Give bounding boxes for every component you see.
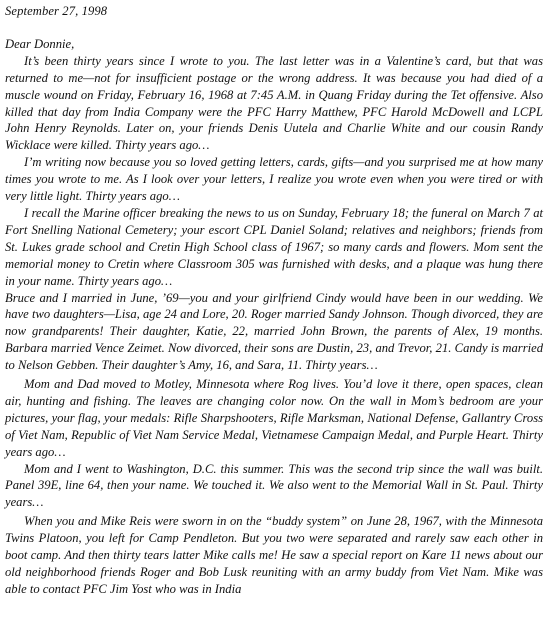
letter-paragraph-1: It’s been thirty years since I wrote to you. The last letter was in a Valentine’s card, but that was returned to me—not for insufficient postage or the wrong address. It was because you had died of a muscle wound on Friday, February 16, 1968 at 7:45 A.M. in Quang Friday during the Tet offensive. Also killed that day from India Company were the PFC Harry Matthew, PFC Harold McDowell and LCPL John Henry Reynolds. Later on, your friends Denis Uutela and Charlie White and our cousin Randy Wicklace were killed. Thirty years ago…: [5, 53, 543, 153]
letter-salutation: Dear Donnie,: [5, 36, 75, 51]
letter-paragraph-4: Bruce and I married in June, ’69—you and your girlfriend Cindy would have been in our wedding. We have two daughters—Lisa, age 24 and Lore, 20. Roger married Sandy Johnson. Though divorced, they are now grandparents! Their daughter, Katie, 22, married John Brown, the parents of Alex, 19 months. Barbara married Vence Zeimet. Now divorced, their sons are Dustin, 23, and Trevor, 21. Candy is married to Nelson Gebben. Their daughter’s Amy, 16, and Sara, 11. Thirty years…: [5, 290, 543, 373]
letter-paragraph-3: I recall the Marine officer breaking the news to us on Sunday, February 18; the funeral on March 7 at Fort Snelling National Cemetery; your escort CPL Daniel Soland; relatives and neighbors; friends from St. Lukes grade school and Cretin High School class of 1967; so many cards and flowers. Mom sent the memorial money to Cretin where Classroom 305 was furnished with desks, and a plaque was hung there in your name. Thirty years ago…: [5, 205, 543, 288]
letter-paragraph-7: When you and Mike Reis were sworn in on the “buddy system” on June 28, 1967, with the Minnesota Twins Platoon, you left for Camp Pendleton. But you two were separated and rarely saw each other in boot camp. And then thirty tears latter Mike calls me! He saw a special report on Kare 11 news about our old neighborhood friends Roger and Bob Lusk reuniting with an army buddy from Viet Nam. Mike was able to contact PFC Jim Yost who was in India: [5, 514, 543, 596]
letter-paragraph-2: I’m writing now because you so loved getting letters, cards, gifts—and you surprised me at how many times you wrote to me. As I look over your letters, I realize you wrote even when you were tired or with very little light. Thirty years ago…: [5, 155, 543, 204]
letter-paragraph-6: Mom and I went to Washington, D.C. this summer. This was the second trip since the wall was built. Panel 39E, line 64, then your name. We touched it. We also went to the Memorial Wall in St. Paul. Thirty years…: [5, 461, 543, 510]
letter-paragraph-5: Mom and Dad moved to Motley, Minnesota where Rog lives. You’d love it there, open spaces, clean air, hunting and fishing. The leaves are changing color now. On the wall in Mom’s bedroom are your pictures, your flag, your medals: Rifle Sharpshooters, Rifle Marksman, National Defense, Gallantry Cross of Viet Nam, Republic of Viet Nam Service Medal, Vietnamese Campaign Medal, and Purple Heart. Thirty years ago…: [5, 377, 543, 459]
letter-date: September 27, 1998: [5, 4, 108, 18]
